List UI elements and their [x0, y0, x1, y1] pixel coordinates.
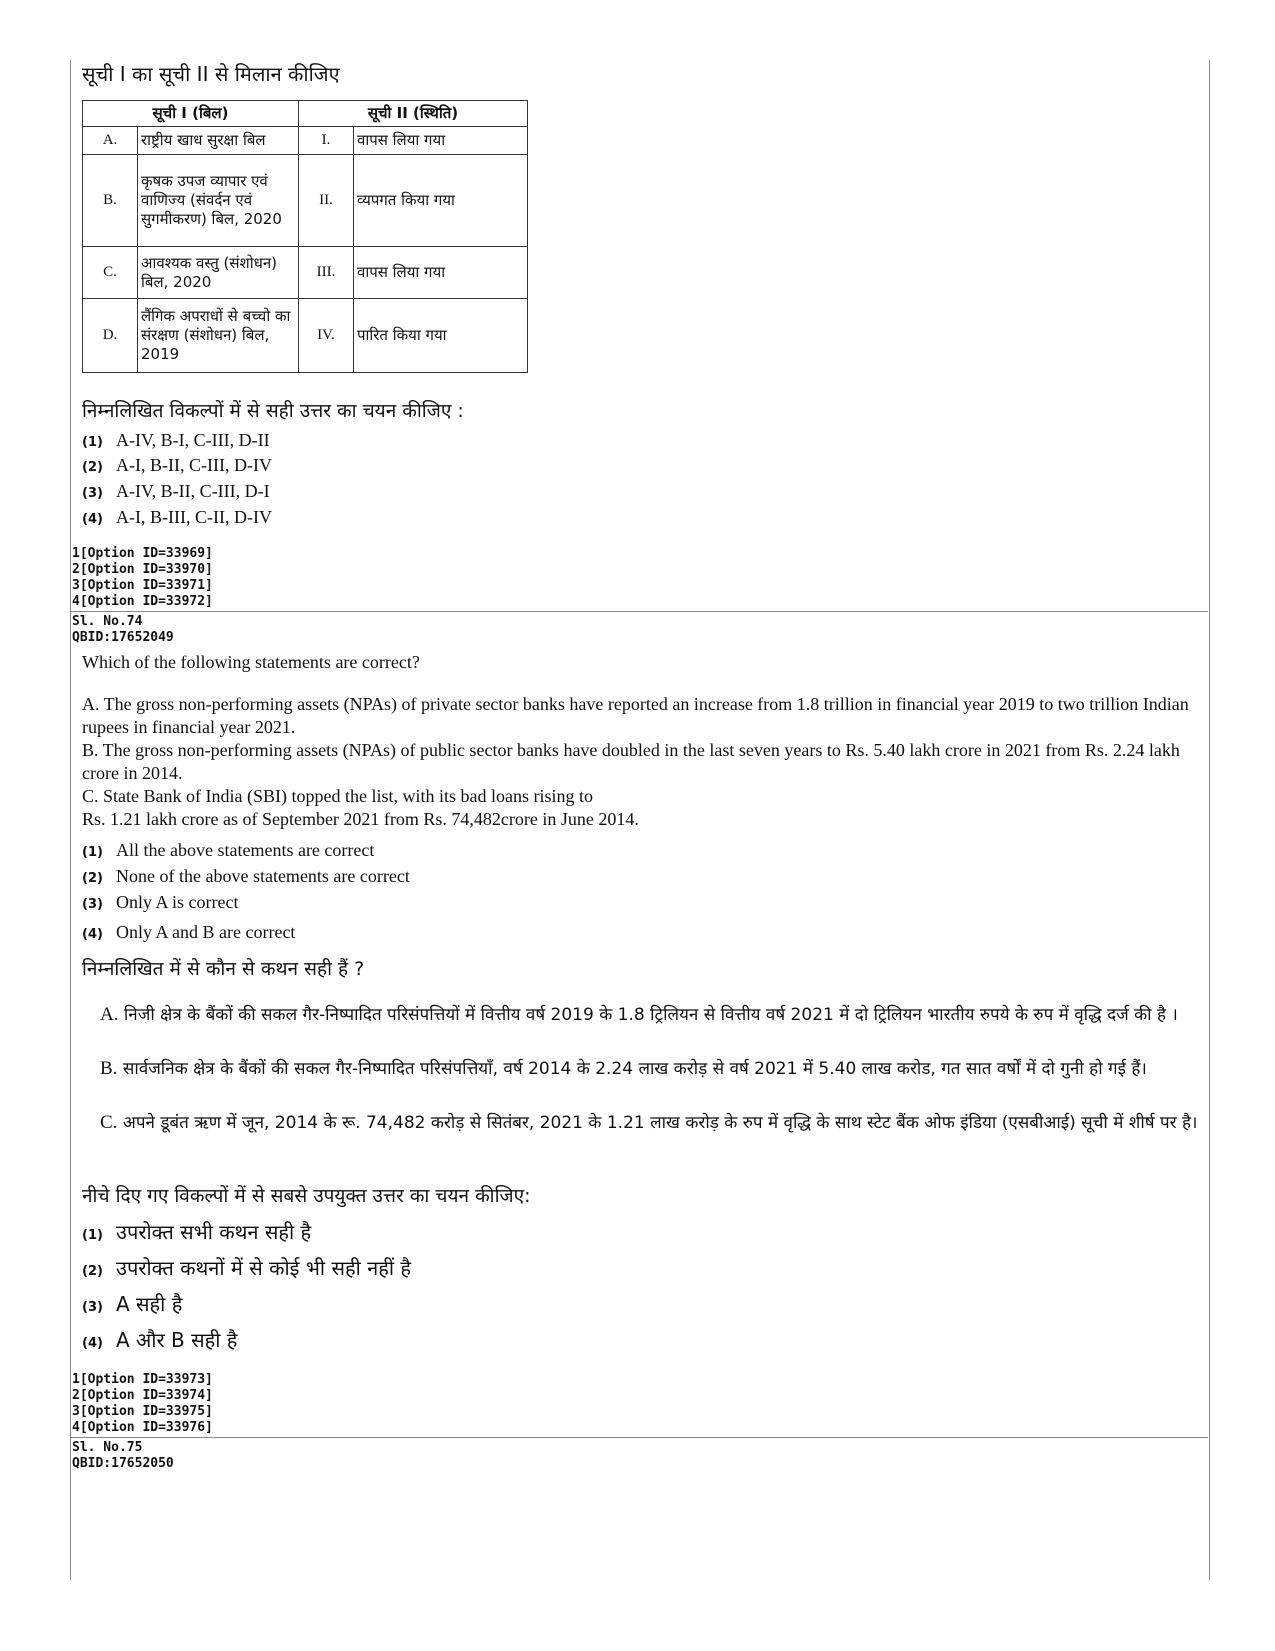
q74-hindi-option-3 — [82, 1290, 182, 1317]
q74-hindi-statement-c — [100, 1110, 1200, 1136]
option-text: A और B सही है — [116, 1328, 238, 1352]
row-bill: कृषक उपज व्यापार एवं वाणिज्य (संवर्दन एवं सुगमीकरण) बिल, 2020 — [138, 155, 299, 247]
row-status: पारित किया गया — [354, 299, 528, 373]
option-text: उपरोक्त सभी कथन सही है — [116, 1220, 312, 1244]
q73-option-2 — [82, 455, 272, 476]
option-text: उपरोक्त कथनों में से कोई भी सही नहीं है — [116, 1256, 411, 1280]
option-number: (2) — [82, 1264, 103, 1279]
option-id: 2[Option ID=33970] — [72, 562, 213, 577]
statement-text: निजी क्षेत्र के बैंकों की सकल गैर-निष्पादित परिसंपत्तियों में वित्तीय वर्ष 2019 के 1.8 ट्रिलियन से वित्तीय वर्ष 2021 में दो ट्रिलियन भारतीय रुपये के रुप में वृद्धि दर्ज की है । — [123, 1005, 1178, 1025]
row-num: I. — [299, 127, 354, 155]
option-number: (2) — [82, 460, 103, 475]
q74-hindi-choose: नीचे दिए गए विकल्पों में से सबसे उपयुक्त उत्तर का चयन कीजिए: — [82, 1185, 531, 1207]
row-bill: लैंगिक अपराधों से बच्चो का संरक्षण (संशोधन) बिल, 2019 — [138, 299, 299, 373]
option-id: 4[Option ID=33972] — [72, 594, 213, 609]
q74-hindi-option-2 — [82, 1254, 411, 1281]
statement-label: C. — [100, 1112, 118, 1133]
table-row — [83, 127, 528, 155]
row-status: व्यपगत किया गया — [354, 155, 528, 247]
sl-no: Sl. No.74 — [72, 614, 143, 629]
q74-hindi-question: निम्नलिखित में से कौन से कथन सही हैं ? — [82, 958, 365, 980]
row-status: वापस लिया गया — [354, 127, 528, 155]
q74-option-4 — [82, 922, 295, 943]
header-list2: सूची II (स्थिति) — [299, 101, 528, 127]
row-label: D. — [83, 299, 138, 373]
q74-hindi-option-1 — [82, 1218, 311, 1245]
row-num: III. — [299, 247, 354, 299]
statement-text: अपने डूबंत ऋण में जून, 2014 के रू. 74,482 करोड़ से सितंबर, 2021 के 1.21 लाख करोड़ के रुप में वृद्धि के साथ स्टेट बैंक ओफ इंडिया (एसबीआई) सूची में शीर्ष पर है। — [122, 1113, 1198, 1133]
row-status: वापस लिया गया — [354, 247, 528, 299]
statement-text: सार्वजनिक क्षेत्र के बैंकों की सकल गैर-निष्पादित परिसंपत्तियाँ, वर्ष 2014 के 2.24 लाख करोड़ से वर्ष 2021 में 5.40 लाख करोड, गत सात वर्षों में दो गुनी हो गई हैं। — [122, 1059, 1147, 1079]
option-text: A-I, B-II, C-III, D-IV — [116, 455, 272, 475]
option-text: A सही है — [116, 1292, 183, 1316]
row-label: B. — [83, 155, 138, 247]
row-bill: राष्ट्रीय खाध सुरक्षा बिल — [138, 127, 299, 155]
divider — [70, 611, 1208, 612]
option-text: Only A and B are correct — [116, 922, 296, 942]
qbid: QBID:17652049 — [72, 630, 174, 645]
table-row — [83, 247, 528, 299]
match-table — [82, 100, 528, 373]
q75-header — [72, 1440, 174, 1472]
option-number: (2) — [82, 871, 103, 886]
q74-option-2 — [82, 866, 410, 887]
option-text: None of the above statements are correct — [116, 866, 410, 886]
statement-c-line1: C. State Bank of India (SBI) topped the list, with its bad loans rising to — [82, 786, 593, 806]
option-id: 3[Option ID=33971] — [72, 578, 213, 593]
header-list1: सूची I (बिल) — [83, 101, 299, 127]
option-text: A-IV, B-II, C-III, D-I — [116, 481, 270, 501]
option-text: A-I, B-III, C-II, D-IV — [116, 507, 272, 527]
q74-option-3 — [82, 892, 238, 913]
q74-hindi-statement-b — [100, 1056, 1200, 1082]
table-row — [83, 299, 528, 373]
q74-option-1 — [82, 840, 374, 861]
divider — [70, 1437, 1208, 1438]
option-id: 1[Option ID=33969] — [72, 546, 213, 561]
table-row — [83, 155, 528, 247]
option-id: 4[Option ID=33976] — [72, 1420, 213, 1435]
row-bill: आवश्यक वस्तु (संशोधन) बिल, 2020 — [138, 247, 299, 299]
statement-c-line2: Rs. 1.21 lakh crore as of September 2021 from Rs. 74,482crore in June 2014. — [82, 809, 639, 829]
q74-hindi-statement-a — [100, 1002, 1200, 1028]
option-number: (3) — [82, 1300, 103, 1315]
q73-choose: निम्नलिखित विकल्पों में से सही उत्तर का चयन कीजिए : — [82, 400, 464, 422]
option-number: (4) — [82, 927, 103, 942]
q73-instruction: सूची I का सूची II से मिलान कीजिए — [82, 62, 340, 86]
option-number: (1) — [82, 435, 103, 450]
statement-label: B. — [100, 1058, 118, 1079]
option-text: All the above statements are correct — [116, 840, 375, 860]
option-number: (1) — [82, 1228, 103, 1243]
row-num: II. — [299, 155, 354, 247]
option-number: (4) — [82, 1336, 103, 1351]
option-id: 1[Option ID=33973] — [72, 1372, 213, 1387]
row-num: IV. — [299, 299, 354, 373]
q73-option-4 — [82, 507, 272, 528]
q74-statement-a: A. The gross non-performing assets (NPAs) of private sector banks have reported an increase from 1.8 trillion in financial year 2019 to two trillion Indian rupees in financial year 2021. — [82, 694, 1189, 737]
table-header-row — [83, 101, 528, 127]
q74-option-ids — [72, 1372, 213, 1436]
sl-no: Sl. No.75 — [72, 1440, 143, 1455]
q73-option-ids — [72, 546, 213, 610]
option-number: (4) — [82, 512, 103, 527]
option-id: 2[Option ID=33974] — [72, 1388, 213, 1403]
option-number: (3) — [82, 897, 103, 912]
q74-statement-c — [82, 785, 1202, 831]
row-label: A. — [83, 127, 138, 155]
option-number: (1) — [82, 845, 103, 860]
row-label: C. — [83, 247, 138, 299]
option-text: Only A is correct — [116, 892, 239, 912]
q73-option-1 — [82, 430, 270, 451]
q74-header — [72, 614, 174, 646]
statement-label: A. — [100, 1004, 119, 1025]
q73-option-3 — [82, 481, 270, 502]
q74-question: Which of the following statements are correct? — [82, 652, 420, 672]
option-text: A-IV, B-I, C-III, D-II — [116, 430, 270, 450]
q74-hindi-option-4 — [82, 1326, 237, 1353]
option-number: (3) — [82, 486, 103, 501]
option-id: 3[Option ID=33975] — [72, 1404, 213, 1419]
qbid: QBID:17652050 — [72, 1456, 174, 1471]
q74-statement-b: B. The gross non-performing assets (NPAs) of public sector banks have doubled in the last seven years to Rs. 5.40 lakh crore in 2021 from Rs. 2.24 lakh crore in 2014. — [82, 740, 1180, 783]
